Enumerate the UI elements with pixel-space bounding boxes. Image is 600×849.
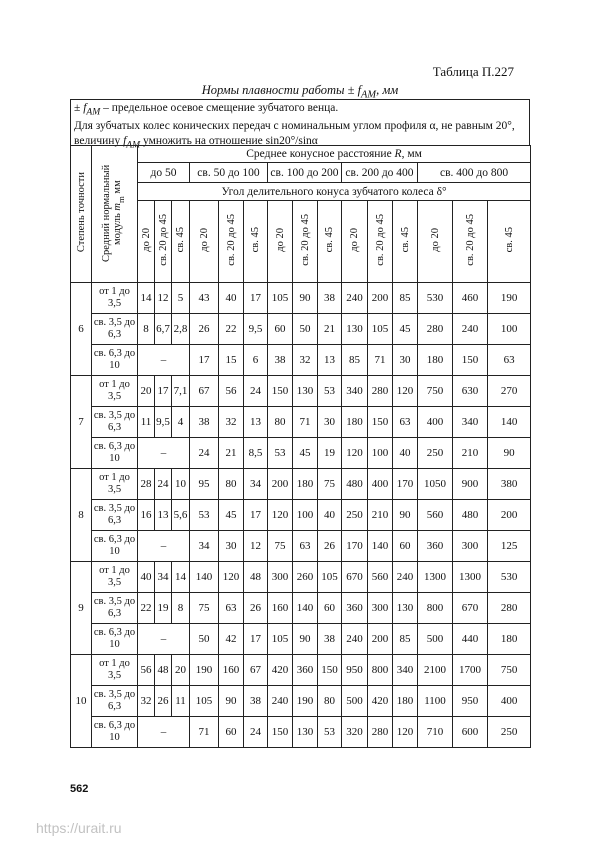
value-cell: 80 — [219, 469, 244, 500]
table-note — [70, 99, 530, 151]
tolerance-table — [70, 145, 531, 748]
value-cell: 38 — [244, 686, 268, 717]
module-cell: от 1 до 3,5 — [92, 283, 138, 314]
table-row — [71, 686, 531, 717]
value-cell: 105 — [268, 624, 293, 655]
value-cell: 7,1 — [172, 376, 190, 407]
value-cell: 630 — [453, 376, 488, 407]
table-row — [71, 655, 531, 686]
value-cell: 30 — [219, 531, 244, 562]
value-cell: – — [138, 717, 190, 748]
value-cell: 600 — [453, 717, 488, 748]
degree-cell: 7 — [71, 376, 92, 469]
value-cell: 2,8 — [172, 314, 190, 345]
table-row — [71, 376, 531, 407]
value-cell: 150 — [318, 655, 342, 686]
value-cell: – — [138, 531, 190, 562]
value-cell: 500 — [418, 624, 453, 655]
module-cell: св. 3,5 до 6,3 — [92, 407, 138, 438]
value-cell: 17 — [244, 624, 268, 655]
value-cell: 105 — [318, 562, 342, 593]
value-cell: 71 — [293, 407, 318, 438]
header-sub-angle: до 20 — [268, 201, 293, 283]
value-cell: 200 — [268, 469, 293, 500]
module-cell: св. 3,5 до 6,3 — [92, 500, 138, 531]
watermark: https://urait.ru — [36, 820, 122, 836]
module-cell: св. 3,5 до 6,3 — [92, 593, 138, 624]
value-cell: 150 — [453, 345, 488, 376]
value-cell: 2100 — [418, 655, 453, 686]
value-cell: 17 — [244, 500, 268, 531]
value-cell: 16 — [138, 500, 155, 531]
value-cell: 340 — [393, 655, 418, 686]
value-cell: 710 — [418, 717, 453, 748]
value-cell: 140 — [190, 562, 219, 593]
value-cell: 480 — [342, 469, 368, 500]
value-cell: 32 — [293, 345, 318, 376]
value-cell: 50 — [190, 624, 219, 655]
value-cell: 670 — [342, 562, 368, 593]
value-cell: 750 — [488, 655, 531, 686]
value-cell: 90 — [393, 500, 418, 531]
value-cell: 24 — [244, 717, 268, 748]
value-cell: 48 — [155, 655, 172, 686]
value-cell: 22 — [219, 314, 244, 345]
value-cell: 150 — [368, 407, 393, 438]
value-cell: 150 — [268, 376, 293, 407]
module-cell: св. 3,5 до 6,3 — [92, 314, 138, 345]
value-cell: 120 — [393, 376, 418, 407]
value-cell: 85 — [393, 283, 418, 314]
value-cell: 75 — [318, 469, 342, 500]
module-cell: св. 6,3 до 10 — [92, 438, 138, 469]
module-cell: от 1 до 3,5 — [92, 376, 138, 407]
module-cell: св. 6,3 до 10 — [92, 624, 138, 655]
header-range: св. 200 до 400 — [342, 163, 418, 183]
value-cell: 56 — [138, 655, 155, 686]
value-cell: 21 — [318, 314, 342, 345]
value-cell: 85 — [393, 624, 418, 655]
value-cell: 9,5 — [244, 314, 268, 345]
value-cell: 800 — [418, 593, 453, 624]
header-sub-angle: до 20 — [418, 201, 453, 283]
value-cell: 53 — [190, 500, 219, 531]
header-sub-angle: св. 20 до 45 — [293, 201, 318, 283]
value-cell: 8 — [138, 314, 155, 345]
value-cell: 160 — [219, 655, 244, 686]
value-cell: 105 — [268, 283, 293, 314]
value-cell: 15 — [219, 345, 244, 376]
value-cell: 45 — [393, 314, 418, 345]
value-cell: 80 — [268, 407, 293, 438]
value-cell: 90 — [293, 624, 318, 655]
table-row — [71, 283, 531, 314]
table-row — [71, 469, 531, 500]
value-cell: 28 — [138, 469, 155, 500]
value-cell: 40 — [219, 283, 244, 314]
value-cell: 32 — [219, 407, 244, 438]
value-cell: 530 — [418, 283, 453, 314]
value-cell: 63 — [488, 345, 531, 376]
value-cell: 19 — [155, 593, 172, 624]
value-cell: 26 — [318, 531, 342, 562]
value-cell: 71 — [368, 345, 393, 376]
value-cell: 1300 — [418, 562, 453, 593]
value-cell: 5,6 — [172, 500, 190, 531]
header-sub-angle: до 20 — [190, 201, 219, 283]
value-cell: 440 — [453, 624, 488, 655]
value-cell: 560 — [368, 562, 393, 593]
value-cell: 105 — [190, 686, 219, 717]
value-cell: 360 — [293, 655, 318, 686]
value-cell: 190 — [190, 655, 219, 686]
value-cell: 75 — [190, 593, 219, 624]
value-cell: 120 — [268, 500, 293, 531]
value-cell: 130 — [293, 717, 318, 748]
value-cell: 21 — [219, 438, 244, 469]
value-cell: 13 — [155, 500, 172, 531]
value-cell: 100 — [368, 438, 393, 469]
value-cell: 90 — [219, 686, 244, 717]
page-number: 562 — [70, 783, 89, 795]
value-cell: 12 — [155, 283, 172, 314]
value-cell: 85 — [342, 345, 368, 376]
header-sub-angle: св. 45 — [488, 201, 531, 283]
value-cell: 8,5 — [244, 438, 268, 469]
value-cell: 280 — [368, 376, 393, 407]
header-sub-angle: св. 45 — [318, 201, 342, 283]
module-cell: св. 3,5 до 6,3 — [92, 686, 138, 717]
value-cell: 13 — [318, 345, 342, 376]
value-cell: 170 — [342, 531, 368, 562]
note-line-2: Для зубчатых колес конических передач с номинальным углом профиля α, не равным 20°, величину $f_{AM}$ умножить на отношение sin20°/sinα — [74, 120, 515, 151]
value-cell: 280 — [418, 314, 453, 345]
value-cell: 60 — [393, 531, 418, 562]
module-cell: св. 6,3 до 10 — [92, 345, 138, 376]
value-cell: 19 — [318, 438, 342, 469]
table-row — [71, 407, 531, 438]
header-range: до 50 — [138, 163, 190, 183]
value-cell: 38 — [268, 345, 293, 376]
header-sub-angle: св. 45 — [393, 201, 418, 283]
degree-cell: 10 — [71, 655, 92, 748]
value-cell: 250 — [342, 500, 368, 531]
value-cell: 210 — [453, 438, 488, 469]
value-cell: 53 — [318, 717, 342, 748]
value-cell: 80 — [318, 686, 342, 717]
module-cell: от 1 до 3,5 — [92, 469, 138, 500]
value-cell: 380 — [488, 469, 531, 500]
value-cell: 530 — [488, 562, 531, 593]
value-cell: 200 — [368, 624, 393, 655]
value-cell: 53 — [318, 376, 342, 407]
header-sub-angle: до 20 — [138, 201, 155, 283]
value-cell: 170 — [393, 469, 418, 500]
value-cell: 560 — [418, 500, 453, 531]
value-cell: 48 — [244, 562, 268, 593]
value-cell: 140 — [368, 531, 393, 562]
value-cell: 180 — [293, 469, 318, 500]
value-cell: 20 — [172, 655, 190, 686]
value-cell: 250 — [418, 438, 453, 469]
value-cell: 38 — [318, 283, 342, 314]
value-cell: 400 — [418, 407, 453, 438]
value-cell: 500 — [342, 686, 368, 717]
module-cell: св. 6,3 до 10 — [92, 531, 138, 562]
value-cell: 200 — [368, 283, 393, 314]
header-distance: Среднее конусное расстояние R, мм — [138, 146, 531, 163]
value-cell: 9,5 — [155, 407, 172, 438]
value-cell: 100 — [293, 500, 318, 531]
value-cell: 42 — [219, 624, 244, 655]
value-cell: 950 — [453, 686, 488, 717]
value-cell: 17 — [155, 376, 172, 407]
module-cell: св. 6,3 до 10 — [92, 717, 138, 748]
value-cell: 40 — [393, 438, 418, 469]
value-cell: 6 — [244, 345, 268, 376]
value-cell: 26 — [155, 686, 172, 717]
value-cell: 750 — [418, 376, 453, 407]
header-module: Средний нормальный модуль $m_m$ мм — [92, 146, 138, 283]
value-cell: 14 — [172, 562, 190, 593]
value-cell: 340 — [453, 407, 488, 438]
value-cell: 60 — [318, 593, 342, 624]
degree-cell: 9 — [71, 562, 92, 655]
value-cell: 63 — [293, 531, 318, 562]
value-cell: 71 — [190, 717, 219, 748]
value-cell: 900 — [453, 469, 488, 500]
value-cell: 11 — [172, 686, 190, 717]
value-cell: 43 — [190, 283, 219, 314]
module-cell: от 1 до 3,5 — [92, 655, 138, 686]
value-cell: 40 — [318, 500, 342, 531]
value-cell: 1700 — [453, 655, 488, 686]
value-cell: 13 — [244, 407, 268, 438]
value-cell: 67 — [190, 376, 219, 407]
table-row — [71, 438, 531, 469]
value-cell: 63 — [393, 407, 418, 438]
value-cell: 240 — [342, 624, 368, 655]
value-cell: 24 — [190, 438, 219, 469]
value-cell: 800 — [368, 655, 393, 686]
value-cell: 20 — [138, 376, 155, 407]
value-cell: 53 — [268, 438, 293, 469]
table-row — [71, 345, 531, 376]
value-cell: 120 — [393, 717, 418, 748]
value-cell: 190 — [293, 686, 318, 717]
table-row — [71, 531, 531, 562]
value-cell: 6,7 — [155, 314, 172, 345]
value-cell: 130 — [342, 314, 368, 345]
value-cell: 670 — [453, 593, 488, 624]
value-cell: 300 — [368, 593, 393, 624]
value-cell: 140 — [293, 593, 318, 624]
value-cell: 460 — [453, 283, 488, 314]
header-degree: Степень точности — [71, 146, 92, 283]
value-cell: 320 — [342, 717, 368, 748]
value-cell: 32 — [138, 686, 155, 717]
value-cell: 400 — [368, 469, 393, 500]
value-cell: 95 — [190, 469, 219, 500]
value-cell: 180 — [418, 345, 453, 376]
value-cell: 270 — [488, 376, 531, 407]
table-row — [71, 717, 531, 748]
value-cell: 40 — [138, 562, 155, 593]
value-cell: 180 — [342, 407, 368, 438]
value-cell: 190 — [488, 283, 531, 314]
value-cell: 30 — [393, 345, 418, 376]
value-cell: – — [138, 438, 190, 469]
value-cell: 120 — [219, 562, 244, 593]
value-cell: – — [138, 624, 190, 655]
header-sub-angle: св. 45 — [172, 201, 190, 283]
table-row — [71, 562, 531, 593]
value-cell: 300 — [268, 562, 293, 593]
value-cell: 45 — [219, 500, 244, 531]
value-cell: 26 — [190, 314, 219, 345]
value-cell: 60 — [219, 717, 244, 748]
value-cell: 34 — [244, 469, 268, 500]
value-cell: 63 — [219, 593, 244, 624]
value-cell: 260 — [293, 562, 318, 593]
value-cell: 30 — [318, 407, 342, 438]
header-angle: Угол делительного конуса зубчатого колеса δ° — [138, 183, 531, 201]
value-cell: 180 — [488, 624, 531, 655]
value-cell: 130 — [293, 376, 318, 407]
degree-cell: 8 — [71, 469, 92, 562]
module-cell: от 1 до 3,5 — [92, 562, 138, 593]
value-cell: – — [138, 345, 190, 376]
value-cell: 340 — [342, 376, 368, 407]
value-cell: 420 — [268, 655, 293, 686]
value-cell: 140 — [488, 407, 531, 438]
value-cell: 67 — [244, 655, 268, 686]
table-row — [71, 314, 531, 345]
value-cell: 75 — [268, 531, 293, 562]
value-cell: 200 — [488, 500, 531, 531]
value-cell: 400 — [488, 686, 531, 717]
value-cell: 240 — [393, 562, 418, 593]
value-cell: 38 — [190, 407, 219, 438]
value-cell: 24 — [244, 376, 268, 407]
value-cell: 360 — [418, 531, 453, 562]
value-cell: 105 — [368, 314, 393, 345]
value-cell: 8 — [172, 593, 190, 624]
header-sub-angle: св. 20 до 45 — [368, 201, 393, 283]
value-cell: 280 — [368, 717, 393, 748]
value-cell: 240 — [268, 686, 293, 717]
table-caption: Нормы плавности работы ± $f_{AM}$, мм — [201, 83, 399, 101]
value-cell: 14 — [138, 283, 155, 314]
value-cell: 34 — [155, 562, 172, 593]
note-line-1: ± $f_{AM}$ – предельное осевое смещение зубчатого венца. — [74, 102, 339, 118]
value-cell: 1050 — [418, 469, 453, 500]
value-cell: 150 — [268, 717, 293, 748]
table-number: Таблица П.227 — [432, 64, 514, 79]
value-cell: 210 — [368, 500, 393, 531]
value-cell: 10 — [172, 469, 190, 500]
value-cell: 1100 — [418, 686, 453, 717]
value-cell: 22 — [138, 593, 155, 624]
value-cell: 250 — [488, 717, 531, 748]
header-sub-angle: св. 45 — [244, 201, 268, 283]
header-range: св. 100 до 200 — [268, 163, 342, 183]
header-sub-angle: св. 20 до 45 — [219, 201, 244, 283]
value-cell: 280 — [488, 593, 531, 624]
value-cell: 90 — [293, 283, 318, 314]
value-cell: 11 — [138, 407, 155, 438]
value-cell: 26 — [244, 593, 268, 624]
value-cell: 38 — [318, 624, 342, 655]
value-cell: 160 — [268, 593, 293, 624]
header-sub-angle: св. 20 до 45 — [155, 201, 172, 283]
value-cell: 24 — [155, 469, 172, 500]
header-sub-angle: св. 20 до 45 — [453, 201, 488, 283]
value-cell: 130 — [393, 593, 418, 624]
value-cell: 60 — [268, 314, 293, 345]
value-cell: 100 — [488, 314, 531, 345]
value-cell: 950 — [342, 655, 368, 686]
value-cell: 34 — [190, 531, 219, 562]
table-row — [71, 500, 531, 531]
value-cell: 17 — [190, 345, 219, 376]
value-cell: 480 — [453, 500, 488, 531]
degree-cell: 6 — [71, 283, 92, 376]
value-cell: 180 — [393, 686, 418, 717]
header-sub-angle: до 20 — [342, 201, 368, 283]
value-cell: 5 — [172, 283, 190, 314]
value-cell: 420 — [368, 686, 393, 717]
value-cell: 240 — [453, 314, 488, 345]
value-cell: 300 — [453, 531, 488, 562]
header-range: св. 50 до 100 — [190, 163, 268, 183]
value-cell: 1300 — [453, 562, 488, 593]
value-cell: 360 — [342, 593, 368, 624]
table-row — [71, 624, 531, 655]
value-cell: 90 — [488, 438, 531, 469]
value-cell: 50 — [293, 314, 318, 345]
value-cell: 120 — [342, 438, 368, 469]
value-cell: 4 — [172, 407, 190, 438]
value-cell: 17 — [244, 283, 268, 314]
table-row — [71, 593, 531, 624]
value-cell: 12 — [244, 531, 268, 562]
value-cell: 56 — [219, 376, 244, 407]
header-range: св. 400 до 800 — [418, 163, 531, 183]
value-cell: 240 — [342, 283, 368, 314]
value-cell: 45 — [293, 438, 318, 469]
value-cell: 125 — [488, 531, 531, 562]
